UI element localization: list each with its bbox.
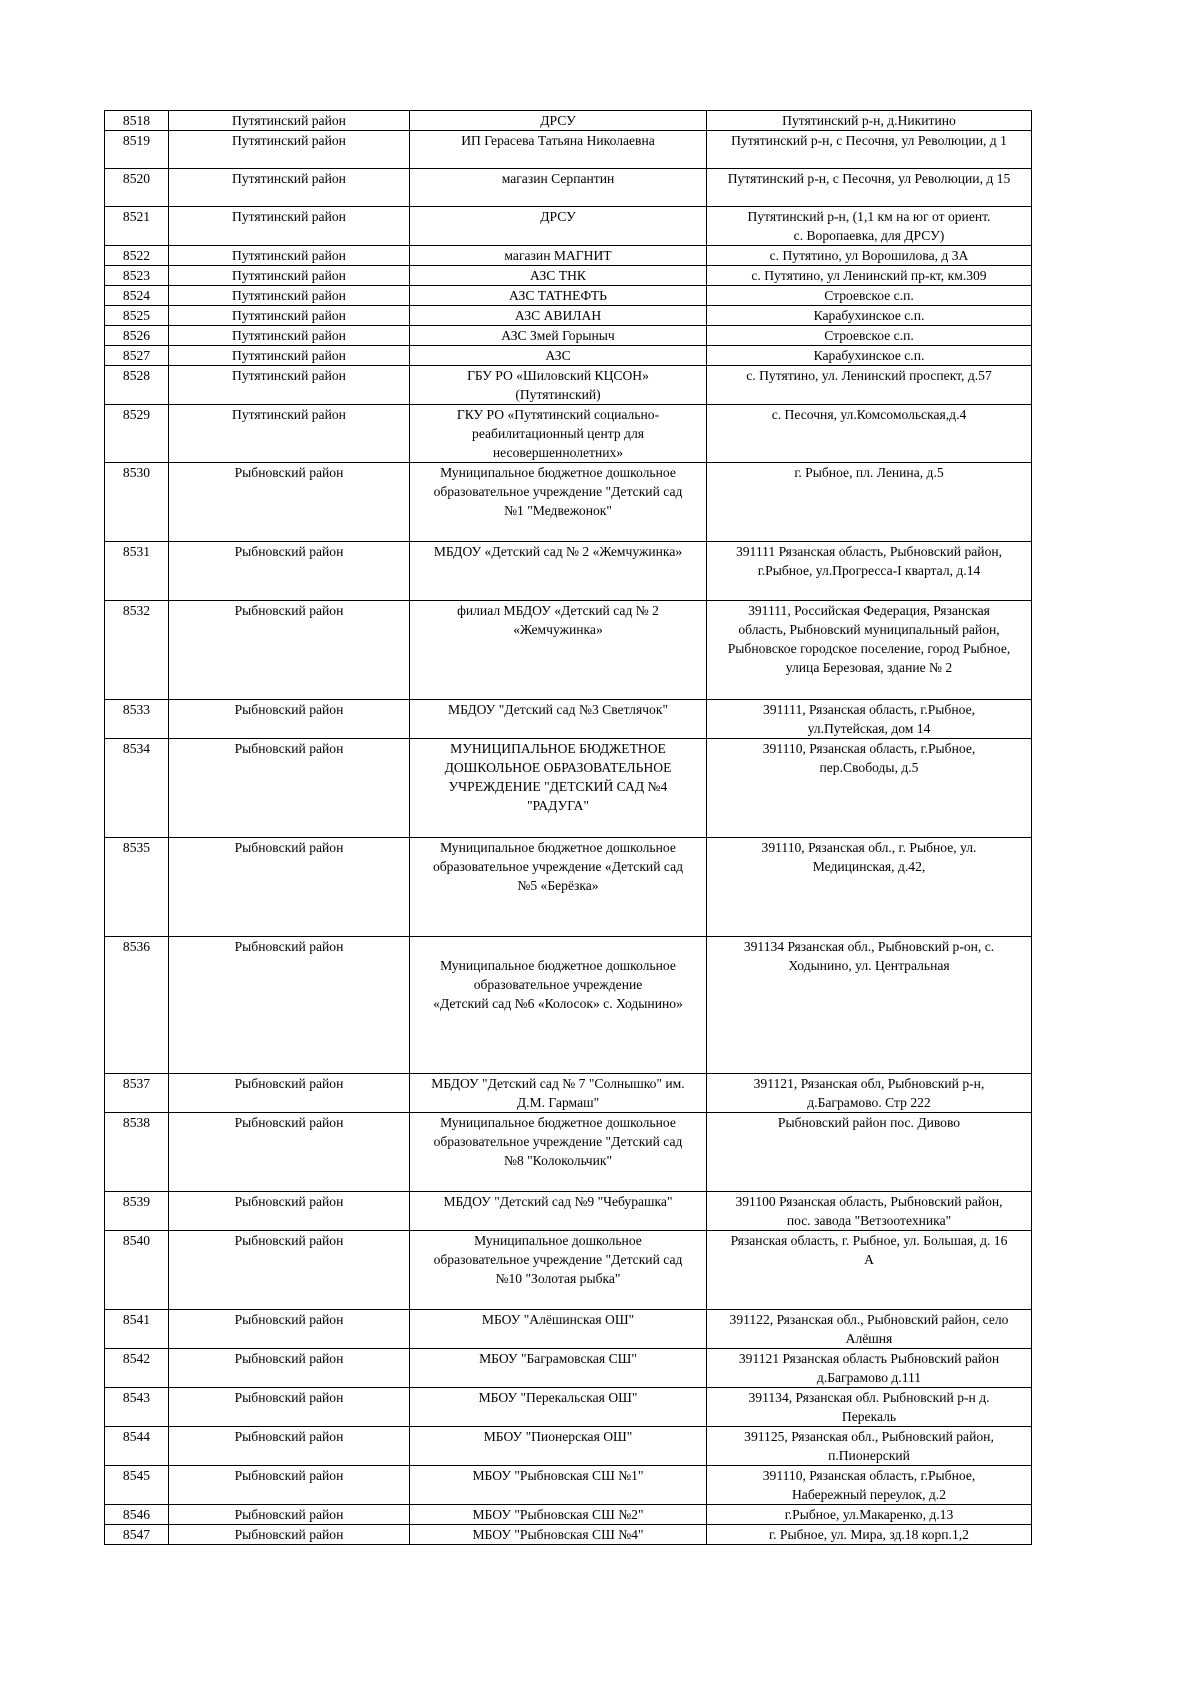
organization-name-cell: магазин МАГНИТ: [410, 246, 707, 266]
district-cell: Рыбновский район: [169, 1427, 410, 1466]
row-number-cell: 8542: [105, 1349, 169, 1388]
district-cell: Путятинский район: [169, 306, 410, 326]
address-cell: г.Рыбное, ул.Макаренко, д.13: [707, 1505, 1032, 1525]
row-number-cell: 8535: [105, 838, 169, 937]
address-cell: Строевское с.п.: [707, 286, 1032, 306]
table-row: [105, 1192, 1032, 1231]
organization-name-cell: Муниципальное бюджетное дошкольное образовательное учреждение «Детский сад №5 «Берёзка»: [410, 838, 707, 937]
row-number-cell: 8528: [105, 366, 169, 405]
row-number-cell: 8540: [105, 1231, 169, 1310]
table-row: [105, 463, 1032, 542]
organization-name-cell: МБОУ "Рыбновская СШ №2": [410, 1505, 707, 1525]
table-row: [105, 346, 1032, 366]
table-row: [105, 838, 1032, 937]
row-number-cell: 8546: [105, 1505, 169, 1525]
district-cell: Путятинский район: [169, 207, 410, 246]
table-row: [105, 1505, 1032, 1525]
district-cell: Путятинский район: [169, 405, 410, 463]
district-cell: Рыбновский район: [169, 1310, 410, 1349]
organization-name-cell: ГБУ РО «Шиловский КЦСОН» (Путятинский): [410, 366, 707, 405]
organization-name-cell: МБДОУ "Детский сад №9 "Чебурашка": [410, 1192, 707, 1231]
address-cell: 391100 Рязанская область, Рыбновский район, пос. завода "Ветзоотехника": [707, 1192, 1032, 1231]
row-number-cell: 8523: [105, 266, 169, 286]
district-cell: Рыбновский район: [169, 1231, 410, 1310]
organization-name-cell: МБДОУ "Детский сад №3 Светлячок": [410, 700, 707, 739]
organization-name-cell: ИП Герасева Татьяна Николаевна: [410, 131, 707, 169]
district-cell: Рыбновский район: [169, 1505, 410, 1525]
address-cell: Путятинский р-н, с Песочня, ул Революции, д 15: [707, 169, 1032, 207]
table-row: [105, 246, 1032, 266]
organization-name-cell: АЗС Змей Горыныч: [410, 326, 707, 346]
table-row: [105, 306, 1032, 326]
table-row: [105, 1466, 1032, 1505]
address-cell: 391121 Рязанская область Рыбновский район д.Баграмово д.111: [707, 1349, 1032, 1388]
district-cell: Рыбновский район: [169, 1388, 410, 1427]
table-row: [105, 1113, 1032, 1192]
address-cell: с. Путятино, ул. Ленинский проспект, д.57: [707, 366, 1032, 405]
district-cell: Рыбновский район: [169, 1192, 410, 1231]
table-row: [105, 1310, 1032, 1349]
address-cell: г. Рыбное, ул. Мира, зд.18 корп.1,2: [707, 1525, 1032, 1545]
district-cell: Рыбновский район: [169, 601, 410, 700]
address-cell: г. Рыбное, пл. Ленина, д.5: [707, 463, 1032, 542]
organization-name-cell: АЗС ТАТНЕФТЬ: [410, 286, 707, 306]
address-cell: с. Путятино, ул Ворошилова, д 3А: [707, 246, 1032, 266]
table-row: [105, 1525, 1032, 1545]
district-cell: Путятинский район: [169, 131, 410, 169]
row-number-cell: 8543: [105, 1388, 169, 1427]
row-number-cell: 8520: [105, 169, 169, 207]
row-number-cell: 8530: [105, 463, 169, 542]
district-cell: Рыбновский район: [169, 1113, 410, 1192]
row-number-cell: 8533: [105, 700, 169, 739]
table-row: [105, 111, 1032, 131]
organization-name-cell: ДРСУ: [410, 207, 707, 246]
address-cell: 391111, Российская Федерация, Рязанская область, Рыбновский муниципальный район, Рыбновское городское поселение, город Рыбное, улица Березовая, здание № 2: [707, 601, 1032, 700]
table-row: [105, 405, 1032, 463]
address-cell: 391125, Рязанская обл., Рыбновский район, п.Пионерский: [707, 1427, 1032, 1466]
address-cell: 391134, Рязанская обл. Рыбновский р-н д. Перекаль: [707, 1388, 1032, 1427]
organization-name-cell: МБДОУ «Детский сад № 2 «Жемчужинка»: [410, 542, 707, 601]
table-row: [105, 1074, 1032, 1113]
row-number-cell: 8536: [105, 937, 169, 1074]
table-row: [105, 326, 1032, 346]
address-cell: Путятинский р-н, д.Никитино: [707, 111, 1032, 131]
row-number-cell: 8522: [105, 246, 169, 266]
address-cell: Строевское с.п.: [707, 326, 1032, 346]
address-cell: с. Песочня, ул.Комсомольская,д.4: [707, 405, 1032, 463]
table-row: [105, 1231, 1032, 1310]
row-number-cell: 8529: [105, 405, 169, 463]
table-row: [105, 739, 1032, 838]
table-row: [105, 601, 1032, 700]
address-cell: 391110, Рязанская обл., г. Рыбное, ул. Медицинская, д.42,: [707, 838, 1032, 937]
district-cell: Путятинский район: [169, 169, 410, 207]
organization-name-cell: МБДОУ "Детский сад № 7 "Солнышко" им. Д.М. Гармаш": [410, 1074, 707, 1113]
organization-name-cell: АЗС АВИЛАН: [410, 306, 707, 326]
district-cell: Рыбновский район: [169, 700, 410, 739]
table-row: [105, 207, 1032, 246]
organization-name-cell: МБОУ "Рыбновская СШ №1": [410, 1466, 707, 1505]
row-number-cell: 8534: [105, 739, 169, 838]
district-cell: Рыбновский район: [169, 838, 410, 937]
address-cell: Карабухинское с.п.: [707, 346, 1032, 366]
row-number-cell: 8544: [105, 1427, 169, 1466]
table-row: [105, 542, 1032, 601]
registry-table: [104, 110, 1032, 1545]
row-number-cell: 8541: [105, 1310, 169, 1349]
address-cell: Рыбновский район пос. Дивово: [707, 1113, 1032, 1192]
organization-name-cell: ДРСУ: [410, 111, 707, 131]
organization-name-cell: МБОУ "Алёшинская ОШ": [410, 1310, 707, 1349]
row-number-cell: 8518: [105, 111, 169, 131]
table-row: [105, 286, 1032, 306]
organization-name-cell: Муниципальное бюджетное дошкольное образовательное учреждение «Детский сад №6 «Колосок» с. Ходынино»: [410, 937, 707, 1074]
address-cell: Рязанская область, г. Рыбное, ул. Большая, д. 16 А: [707, 1231, 1032, 1310]
organization-name-cell: АЗС: [410, 346, 707, 366]
district-cell: Путятинский район: [169, 266, 410, 286]
row-number-cell: 8524: [105, 286, 169, 306]
table-row: [105, 266, 1032, 286]
address-cell: 391122, Рязанская обл., Рыбновский район, село Алёшня: [707, 1310, 1032, 1349]
organization-name-cell: МБОУ "Баграмовская СШ": [410, 1349, 707, 1388]
table-row: [105, 131, 1032, 169]
district-cell: Рыбновский район: [169, 1349, 410, 1388]
organization-name-cell: Муниципальное бюджетное дошкольное образовательное учреждение "Детский сад №8 "Колокольчик": [410, 1113, 707, 1192]
address-cell: Путятинский р-н, с Песочня, ул Революции, д 1: [707, 131, 1032, 169]
organization-name-cell: Муниципальное бюджетное дошкольное образовательное учреждение "Детский сад №1 "Медвежонок": [410, 463, 707, 542]
district-cell: Путятинский район: [169, 326, 410, 346]
district-cell: Путятинский район: [169, 246, 410, 266]
district-cell: Путятинский район: [169, 286, 410, 306]
address-cell: Путятинский р-н, (1,1 км на юг от ориент. с. Воропаевка, для ДРСУ): [707, 207, 1032, 246]
district-cell: Рыбновский район: [169, 1074, 410, 1113]
address-cell: 391134 Рязанская обл., Рыбновский р-он, с. Ходынино, ул. Центральная: [707, 937, 1032, 1074]
organization-name-cell: МБОУ "Рыбновская СШ №4": [410, 1525, 707, 1545]
table-row: [105, 1427, 1032, 1466]
address-cell: 391110, Рязанская область, г.Рыбное, пер.Свободы, д.5: [707, 739, 1032, 838]
row-number-cell: 8538: [105, 1113, 169, 1192]
organization-name-cell: МБОУ "Пионерская ОШ": [410, 1427, 707, 1466]
row-number-cell: 8521: [105, 207, 169, 246]
row-number-cell: 8525: [105, 306, 169, 326]
organization-name-cell: филиал МБДОУ «Детский сад № 2 «Жемчужинка»: [410, 601, 707, 700]
organization-name-cell: АЗС ТНК: [410, 266, 707, 286]
district-cell: Путятинский район: [169, 111, 410, 131]
district-cell: Рыбновский район: [169, 463, 410, 542]
address-cell: 391110, Рязанская область, г.Рыбное, Набережный переулок, д.2: [707, 1466, 1032, 1505]
organization-name-cell: МБОУ "Перекальская ОШ": [410, 1388, 707, 1427]
row-number-cell: 8545: [105, 1466, 169, 1505]
row-number-cell: 8531: [105, 542, 169, 601]
district-cell: Путятинский район: [169, 366, 410, 405]
district-cell: Рыбновский район: [169, 739, 410, 838]
row-number-cell: 8547: [105, 1525, 169, 1545]
row-number-cell: 8532: [105, 601, 169, 700]
district-cell: Рыбновский район: [169, 1525, 410, 1545]
table-row: [105, 700, 1032, 739]
address-cell: 391111 Рязанская область, Рыбновский район, г.Рыбное, ул.Прогресса-I квартал, д.14: [707, 542, 1032, 601]
row-number-cell: 8527: [105, 346, 169, 366]
address-cell: с. Путятино, ул Ленинский пр-кт, км.309: [707, 266, 1032, 286]
district-cell: Путятинский район: [169, 346, 410, 366]
table-row: [105, 1388, 1032, 1427]
organization-name-cell: магазин Серпантин: [410, 169, 707, 207]
row-number-cell: 8539: [105, 1192, 169, 1231]
organization-name-cell: ГКУ РО «Путятинский социально- реабилитационный центр для несовершеннолетних»: [410, 405, 707, 463]
row-number-cell: 8526: [105, 326, 169, 346]
district-cell: Рыбновский район: [169, 937, 410, 1074]
organization-name-cell: Муниципальное дошкольное образовательное учреждение "Детский сад №10 "Золотая рыбка": [410, 1231, 707, 1310]
address-cell: Карабухинское с.п.: [707, 306, 1032, 326]
row-number-cell: 8537: [105, 1074, 169, 1113]
table-row: [105, 169, 1032, 207]
table-row: [105, 937, 1032, 1074]
district-cell: Рыбновский район: [169, 542, 410, 601]
row-number-cell: 8519: [105, 131, 169, 169]
address-cell: 391121, Рязанская обл, Рыбновский р-н, д.Баграмово. Стр 222: [707, 1074, 1032, 1113]
address-cell: 391111, Рязанская область, г.Рыбное, ул.Путейская, дом 14: [707, 700, 1032, 739]
table-row: [105, 366, 1032, 405]
district-cell: Рыбновский район: [169, 1466, 410, 1505]
registry-table-body: [105, 111, 1032, 1545]
table-row: [105, 1349, 1032, 1388]
organization-name-cell: МУНИЦИПАЛЬНОЕ БЮДЖЕТНОЕ ДОШКОЛЬНОЕ ОБРАЗОВАТЕЛЬНОЕ УЧРЕЖДЕНИЕ "ДЕТСКИЙ САД №4 "РАДУГА": [410, 739, 707, 838]
